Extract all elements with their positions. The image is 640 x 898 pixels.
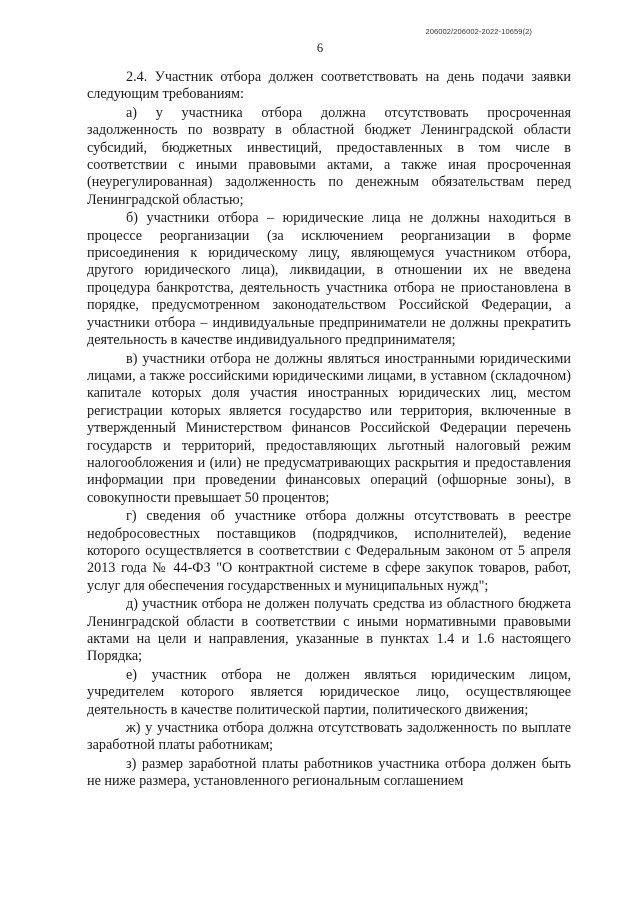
paragraph-2-4: 2.4. Участник отбора должен соответствовать на день подачи заявки следующим требованиям: (87, 69, 571, 103)
paragraph-v: в) участники отбора не должны являться иностранными юридическими лицами, а также российскими юридическими лицами, в уставном (складочном) капитале которых доля участия иностранных юридических лиц, местом регистрации которых является государство или территория, включенные в утвержденный Министерством финансов Российской Федерации перечень государств и территорий, предоставляющих льготный налоговый режим налогообложения и (или) не предусматривающих раскрытия и предоставления информации при проведении финансовых операций (офшорные зоны), в совокупности превышает 50 процентов; (87, 350, 571, 506)
paragraph-a: а) у участника отбора должна отсутствовать просроченная задолженность по возврату в областной бюджет Ленинградской области субсидий, бюджетных инвестиций, предоставленных в том числе в соответствии с иными правовыми актами, а также иная просроченная (неурегулированная) задолженность по денежным обязательствам перед Ленинградской областью; (87, 104, 571, 208)
paragraph-e: е) участник отбора не должен являться юридическим лицом, учредителем которого является юридическое лицо, осуществляющее деятельность в качестве политической партии, политического движения; (87, 666, 571, 718)
paragraph-b: б) участники отбора – юридические лица не должны находиться в процессе реорганизации (за исключением реорганизации в форме присоединения к юридическому лицу, являющемуся участником отбора, другого юридического лица), ликвидации, в отношении их не введена процедура банкротства, деятельность участника отбора не приостановлена в порядке, предусмотренном законодательством Российской Федерации, а участники отбора – индивидуальные предприниматели не должны прекратить деятельность в качестве индивидуального предпринимателя; (87, 210, 571, 349)
paragraph-g: г) сведения об участнике отбора должны отсутствовать в реестре недобросовестных поставщиков (подрядчиков, исполнителей), ведение которого осуществляется в соответствии с Федеральным законом от 5 апреля 2013 года № 44-ФЗ "О контрактной системе в сфере закупок товаров, работ, услуг для обеспечения государственных и муниципальных нужд"; (87, 508, 571, 594)
document-body (87, 69, 571, 792)
page-number: 6 (316, 41, 324, 55)
paragraph-zh: ж) у участника отбора должна отсутствовать задолженность по выплате заработной платы работникам; (87, 720, 571, 754)
paragraph-d: д) участник отбора не должен получать средства из областного бюджета Ленинградской области в соответствии с иными нормативными правовыми актами на цели и направления, указанные в пунктах 1.4 и 1.6 настоящего Порядка; (87, 596, 571, 665)
paragraph-z: з) размер заработной платы работников участника отбора должен быть не ниже размера, установленного региональным соглашением (87, 755, 571, 790)
document-code: 206002/206002-2022-10659(2) (425, 27, 532, 36)
